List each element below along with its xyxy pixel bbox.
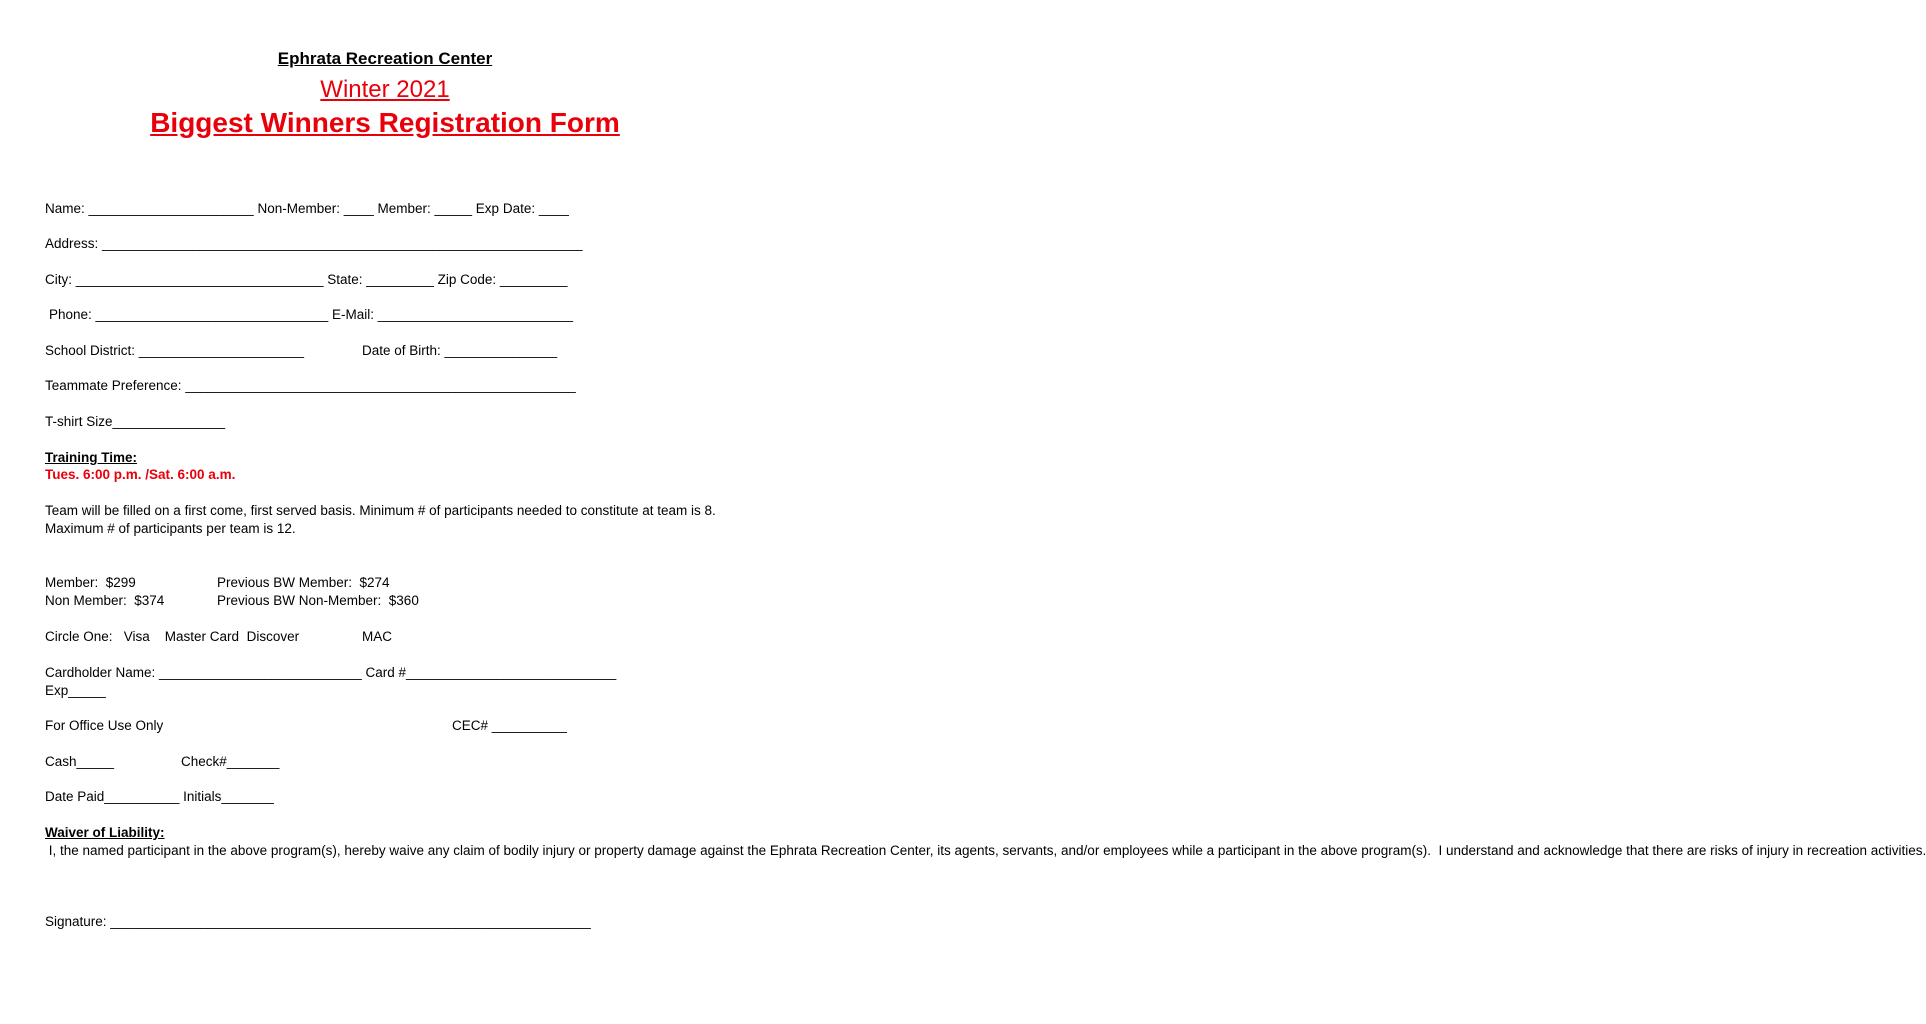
phone-email-row[interactable]: Phone: _______________________________ E-Mail: __________________________ — [49, 307, 574, 322]
date-of-birth-field[interactable]: Date of Birth: _______________ — [362, 343, 558, 358]
card-exp-field[interactable]: Exp_____ — [45, 683, 106, 698]
price-non-member: Non Member: $374 — [45, 593, 165, 608]
office-use-label: For Office Use Only — [45, 718, 164, 733]
cec-field[interactable]: CEC# __________ — [452, 718, 567, 733]
team-note: Team will be filled on a first come, first served basis. Minimum # of participants needed to constitute at team is 8. Maximum # of participants per team is 12. — [45, 503, 716, 536]
price-previous-member: Previous BW Member: $274 — [217, 575, 390, 590]
price-member: Member: $299 — [45, 575, 136, 590]
organization-name: Ephrata Recreation Center — [277, 49, 493, 68]
price-previous-non-member: Previous BW Non-Member: $360 — [217, 593, 419, 608]
check-number-field[interactable]: Check#_______ — [181, 754, 280, 769]
signature-field[interactable]: Signature: ________________________________________________________________ — [45, 914, 591, 929]
name-membership-row[interactable]: Name: ______________________ Non-Member: ____ Member: _____ Exp Date: ____ — [45, 201, 569, 216]
waiver-of-liability — [45, 824, 1926, 860]
city-state-zip-row[interactable]: City: _________________________________ State: _________ Zip Code: _________ — [45, 272, 568, 287]
training-times: Tues. 6:00 p.m. /Sat. 6:00 a.m. — [45, 467, 236, 482]
form-title: Biggest Winners Registration Form — [150, 107, 620, 138]
waiver-heading: Waiver of Liability: — [45, 825, 165, 840]
cash-field[interactable]: Cash_____ — [45, 754, 115, 769]
address-field[interactable]: Address: ________________________________________________________________ — [45, 236, 583, 251]
teammate-preference-field[interactable]: Teammate Preference: ____________________________________________________ — [45, 378, 576, 393]
training-time-heading: Training Time: — [45, 450, 138, 465]
tshirt-size-field[interactable]: T-shirt Size_______________ — [45, 414, 226, 429]
season-title: Winter 2021 — [320, 76, 450, 103]
waiver-text: I, the named participant in the above program(s), hereby waive any claim of bodily injury or property damage against the Ephrata Recreation Center, its agents, servants, and/or employees while a participant in the above program(s). I understand and acknowledge that there are risks of injury in recreation activities. — [45, 843, 1926, 858]
school-district-field[interactable]: School District: ______________________ — [45, 343, 304, 358]
payment-option-mac[interactable]: MAC — [362, 629, 392, 644]
payment-method-options[interactable]: Circle One: Visa Master Card Discover — [45, 629, 300, 644]
date-paid-initials-row[interactable]: Date Paid__________ Initials_______ — [45, 789, 274, 804]
cardholder-card-row[interactable]: Cardholder Name: ___________________________ Card #____________________________ — [45, 665, 617, 680]
